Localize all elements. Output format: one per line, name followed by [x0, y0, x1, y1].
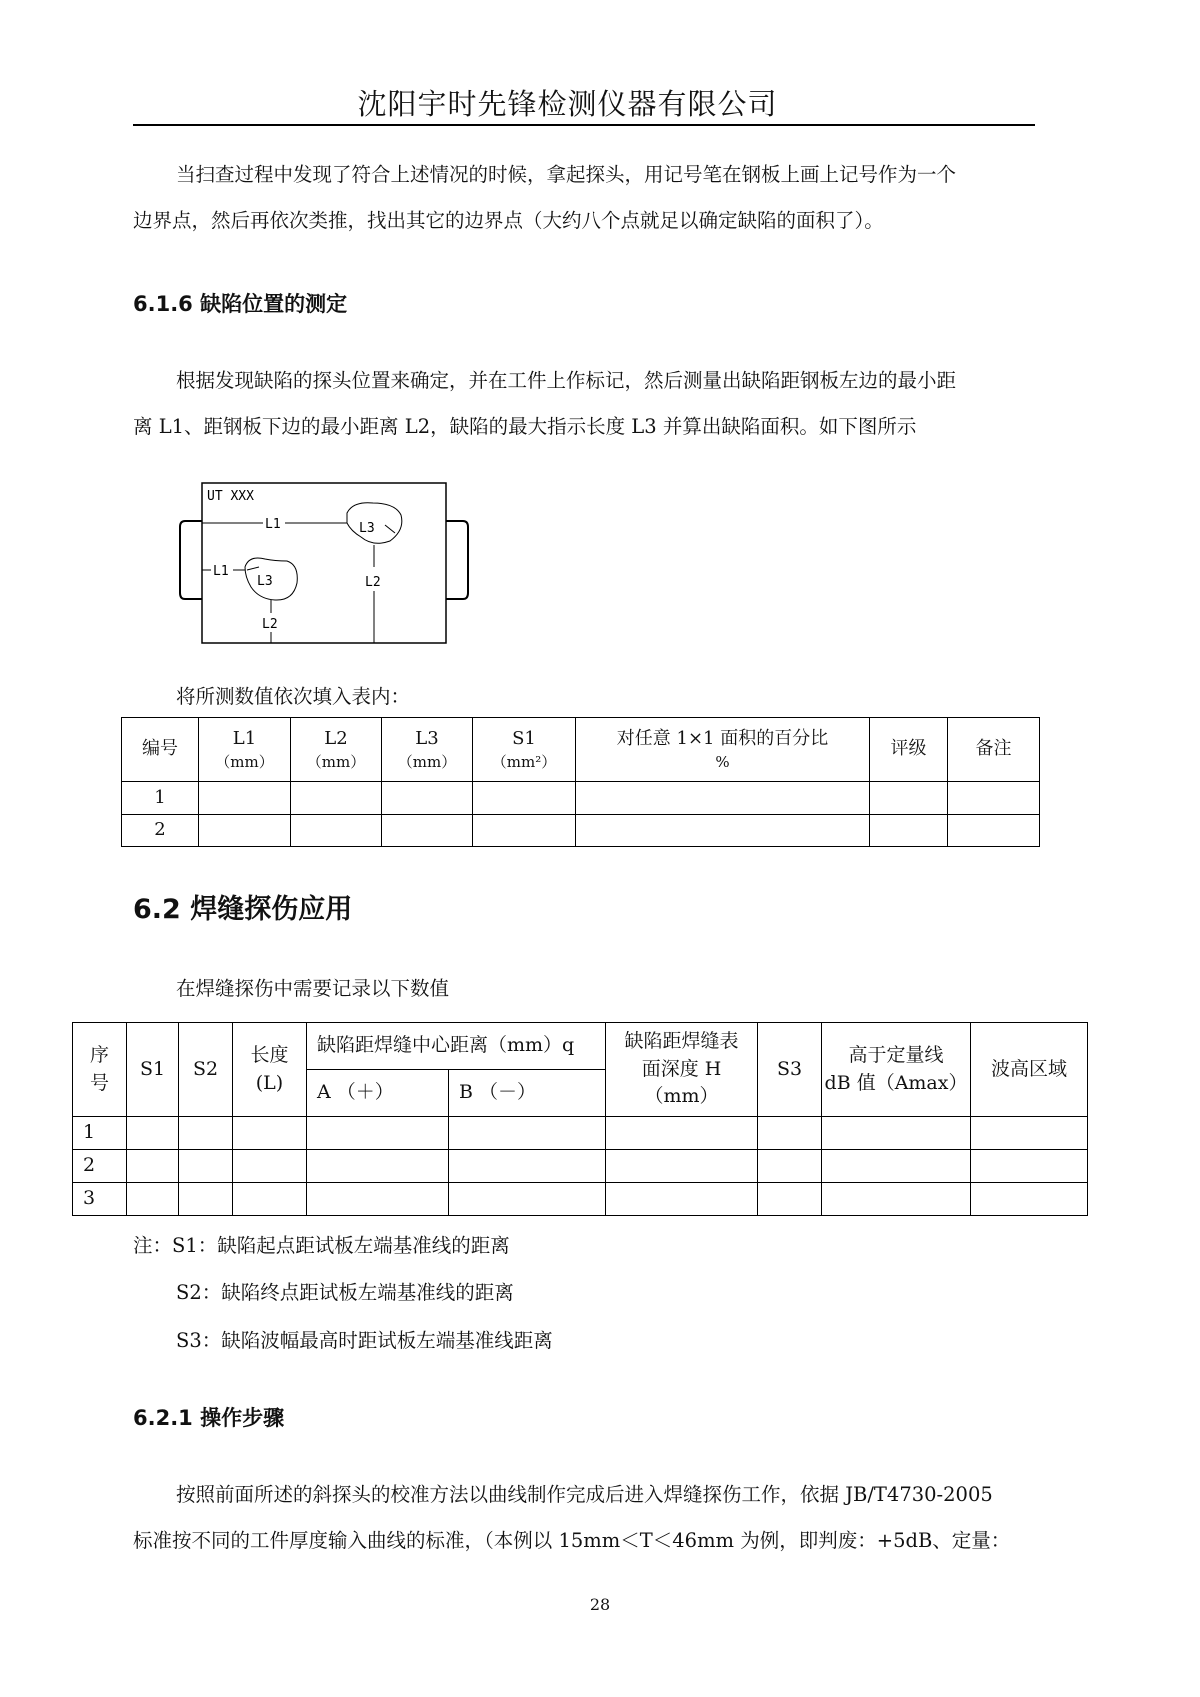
weld-inspection-table [72, 1022, 1088, 1216]
section-heading-6-2: 6.2 焊缝探伤应用 [133, 894, 353, 925]
section-6-2-1-paragraph [133, 1472, 1038, 1564]
section-6-2-intro: 在焊缝探伤中需要记录以下数值 [176, 977, 450, 1000]
note-s2: S2：缺陷终点距试板左端基准线的距离 [176, 1281, 514, 1304]
table1-caption: 将所测数值依次填入表内： [176, 685, 411, 708]
table2-header-center-distance: 缺陷距焊缝中心距离（mm）q [307, 1023, 606, 1070]
table1-header-row [122, 718, 1040, 782]
table-row [73, 1183, 1088, 1216]
table2-row-no: 1 [73, 1117, 127, 1150]
defect-position-diagram [175, 475, 475, 650]
company-header: 沈阳宇时先锋检测仪器有限公司 [357, 87, 778, 121]
table-row [122, 782, 1040, 815]
table2-header-seq: 序 号 [73, 1023, 127, 1117]
left-bracket [180, 521, 202, 599]
table2-row-no: 2 [73, 1150, 127, 1183]
l3-top-label: L3 [359, 521, 375, 536]
intro-line-1: 当扫查过程中发现了符合上述情况的时候，拿起探头，用记号笔在钢板上画上记号作为一个 [176, 163, 957, 186]
section-heading-6-1-6: 6.1.6 缺陷位置的测定 [133, 292, 348, 316]
table2-header-a-plus: A （＋） [307, 1070, 449, 1117]
table1-header-no: 编号 [122, 718, 199, 782]
table1-header-remark: 备注 [948, 718, 1040, 782]
right-bracket [446, 521, 468, 599]
l1-top-label: L1 [265, 517, 281, 532]
section-heading-6-2-1: 6.2.1 操作步骤 [133, 1406, 285, 1430]
section-6-2-1-line-1: 按照前面所述的斜探头的校准方法以曲线制作完成后进入焊缝探伤工作，依据 JB/T4730-2005 [176, 1483, 993, 1506]
header-divider [133, 124, 1035, 126]
l2-bottom-label: L2 [262, 617, 278, 632]
table1-header-rating: 评级 [870, 718, 948, 782]
defect-measurement-table [121, 717, 1040, 847]
table1-header-percent: 对任意 1×1 面积的百分比 % [576, 718, 870, 782]
table1-row-no: 2 [122, 815, 199, 847]
steel-plate-outline [202, 483, 446, 643]
table1-header-s1: S1 （mm²） [473, 718, 576, 782]
intro-line-2: 边界点，然后再依次类推，找出其它的边界点（大约八个点就足以确定缺陷的面积了）。 [133, 209, 884, 232]
table2-header-length: 长度 (L) [233, 1023, 307, 1117]
defect-top-arrow [385, 525, 395, 533]
section-6-2-1-line-2: 标准按不同的工件厚度输入曲线的标准，（本例以 15mm＜T＜46mm 为例，即判废：+5dB、定量： [133, 1529, 1011, 1552]
section-6-1-6-paragraph [133, 358, 1038, 450]
defect-left-arrow [247, 567, 259, 570]
note-s1: 注：S1：缺陷起点距试板左端基准线的距离 [133, 1234, 510, 1257]
table1-header-l3: L3 （mm） [382, 718, 473, 782]
table1-header-l1: L1 （mm） [199, 718, 291, 782]
l1-left-label: L1 [213, 564, 229, 579]
table2-row-no: 3 [73, 1183, 127, 1216]
table2-header-wave-zone: 波高区域 [971, 1023, 1088, 1117]
table1-header-l2: L2 （mm） [291, 718, 382, 782]
note-s3: S3：缺陷波幅最高时距试板左端基准线距离 [176, 1329, 553, 1352]
table2-header-s2: S2 [179, 1023, 233, 1117]
page-number: 28 [589, 1595, 611, 1614]
table2-header-s1: S1 [127, 1023, 179, 1117]
l3-left-label: L3 [257, 574, 273, 589]
section-6-1-6-line-2: 离 L1、距钢板下边的最小距离 L2，缺陷的最大指示长度 L3 并算出缺陷面积。如下图所示 [133, 415, 917, 438]
table2-header-db: 高于定量线 dB 值（Amax） [822, 1023, 971, 1117]
table-row [122, 815, 1040, 847]
table1-row-no: 1 [122, 782, 199, 815]
table2-header-row-1 [73, 1023, 1088, 1070]
intro-paragraph [133, 152, 1038, 244]
table-row [73, 1150, 1088, 1183]
l2-right-label: L2 [365, 575, 381, 590]
ut-label: UT XXX [207, 489, 254, 504]
table2-header-s3: S3 [758, 1023, 822, 1117]
table2-header-depth: 缺陷距焊缝表 面深度 H （mm） [606, 1023, 758, 1117]
section-6-1-6-line-1: 根据发现缺陷的探头位置来确定，并在工件上作标记，然后测量出缺陷距钢板左边的最小距 [176, 369, 957, 392]
table2-header-b-minus: B （－） [449, 1070, 606, 1117]
table-row [73, 1117, 1088, 1150]
